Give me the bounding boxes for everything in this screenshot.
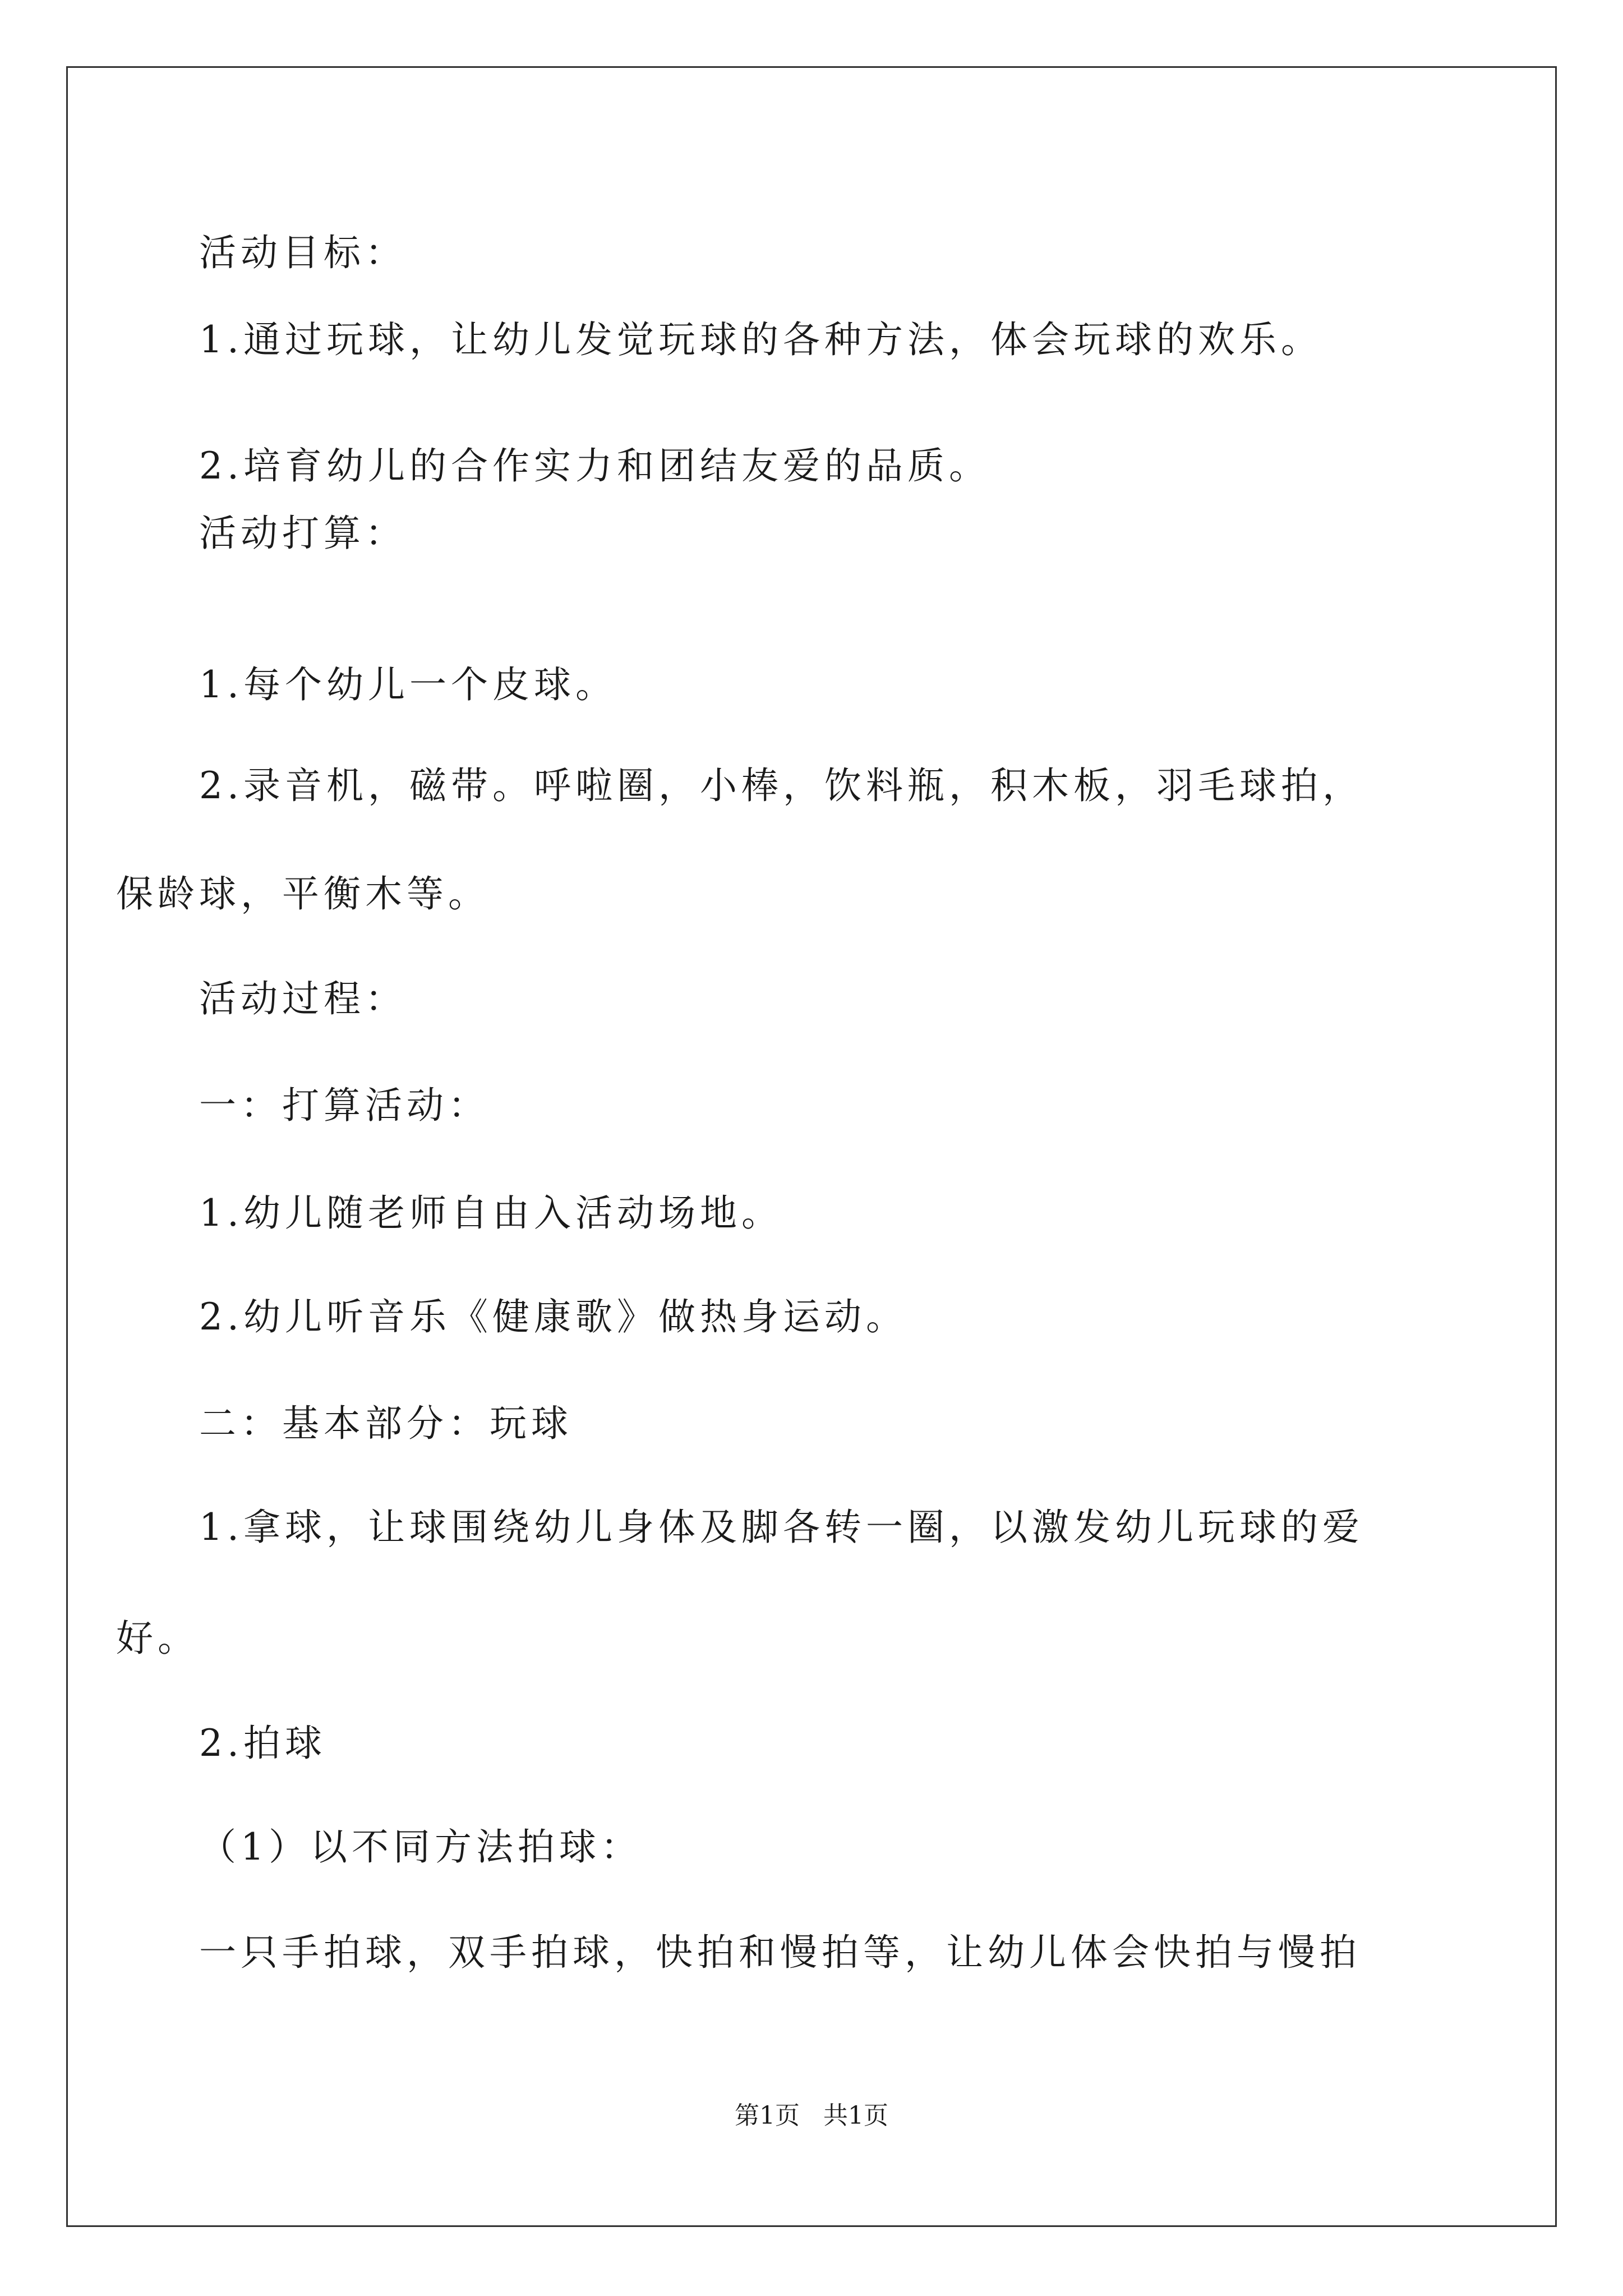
section-heading-process: 活动过程： [199, 977, 407, 1020]
paragraph-continuation: 保龄球，平衡木等。 [116, 872, 490, 915]
page-border [66, 66, 1557, 2227]
paragraph: 一只手拍球，双手拍球，快拍和慢拍等，让幼儿体会快拍与慢拍 [199, 1931, 1361, 1974]
paragraph: 1.幼儿随老师自由入活动场地。 [199, 1191, 783, 1235]
paragraph: 2.幼儿听音乐《健康歌》做热身运动。 [199, 1295, 907, 1338]
paragraph: 2.培育幼儿的合作实力和团结友爱的品质。 [199, 444, 990, 487]
paragraph: （1）以不同方法拍球： [199, 1825, 642, 1869]
section-heading-goals: 活动目标： [199, 231, 407, 274]
section-heading-preparation: 活动打算： [199, 512, 407, 555]
page-footer: 第1页 共1页 [735, 2101, 888, 2130]
paragraph: 1.通过玩球，让幼儿发觉玩球的各种方法，体会玩球的欢乐。 [199, 318, 1322, 361]
paragraph: 2.拍球 [199, 1722, 326, 1765]
paragraph: 1.每个幼儿一个皮球。 [199, 663, 617, 706]
paragraph-continuation: 好。 [116, 1617, 199, 1660]
paragraph: 2.录音机，磁带。呼啦圈，小棒，饮料瓶，积木板，羽毛球拍， [199, 764, 1364, 807]
subsection-heading: 二：基本部分：玩球 [199, 1402, 573, 1445]
subsection-heading: 一：打算活动： [199, 1084, 490, 1127]
paragraph: 1.拿球，让球围绕幼儿身体及脚各转一圈，以激发幼儿玩球的爱 [199, 1506, 1364, 1549]
